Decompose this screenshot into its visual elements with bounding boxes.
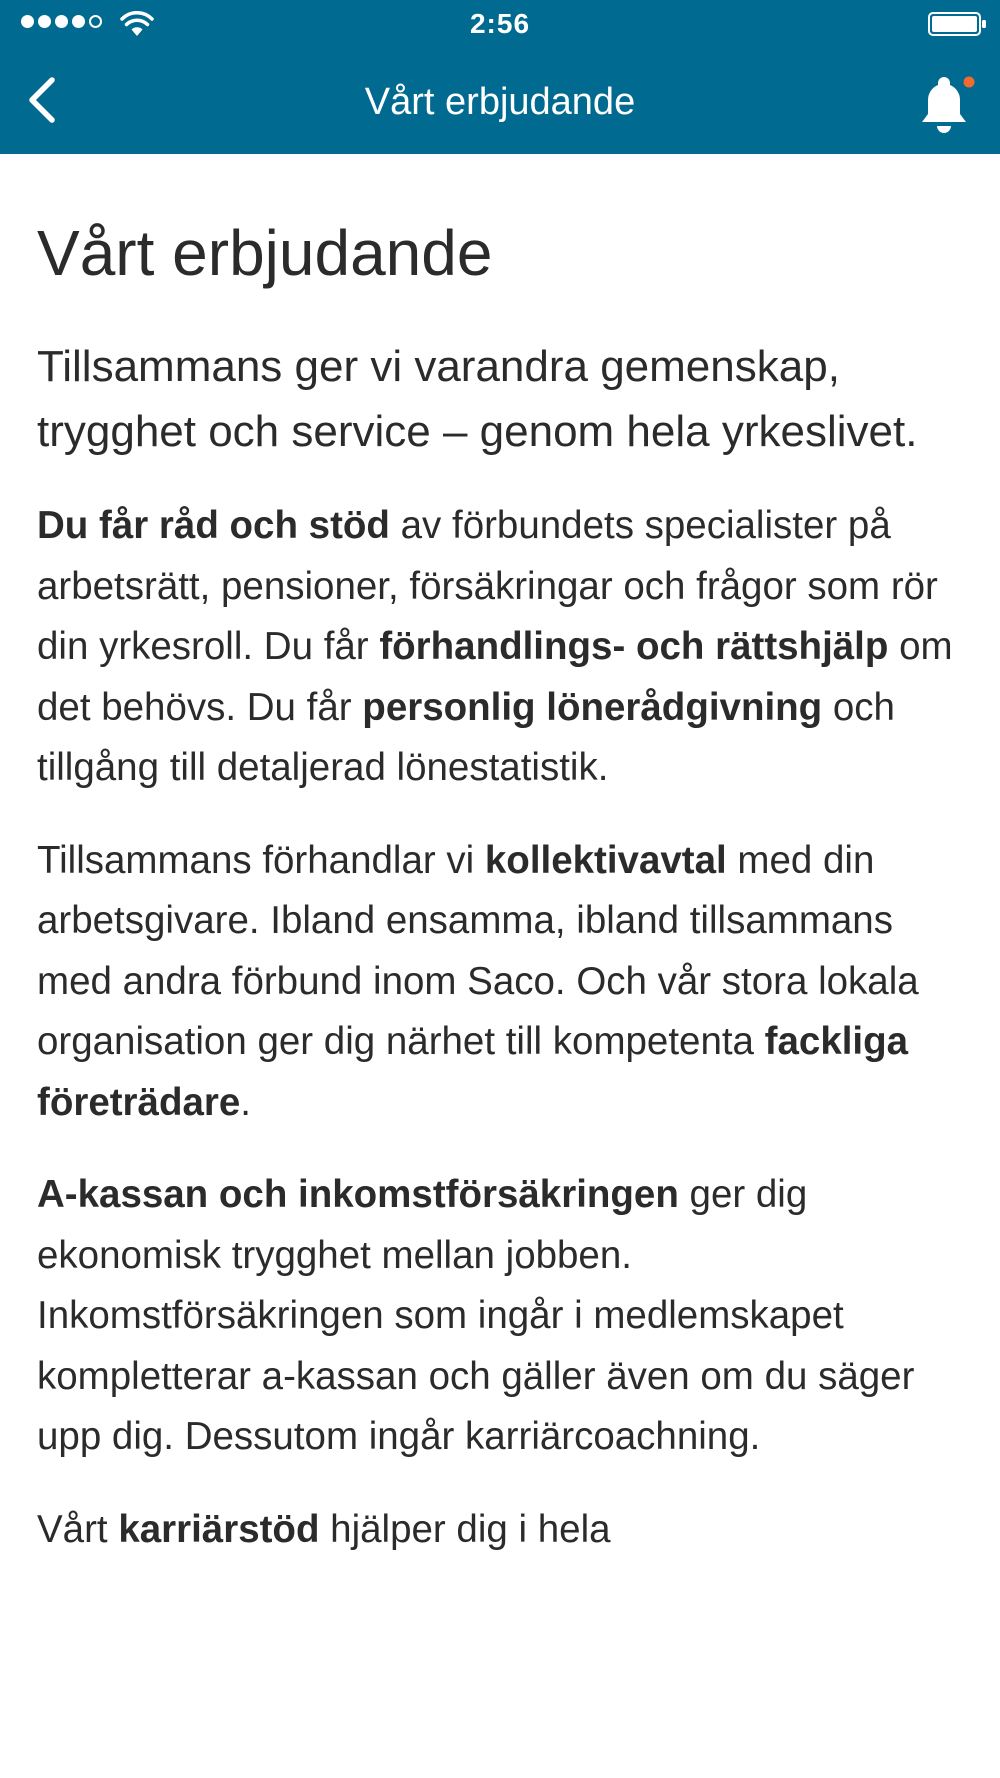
insurance-paragraph xyxy=(37,1165,967,1468)
body-text: om det behövs. Du får xyxy=(37,625,953,729)
body-text: Vårt xyxy=(37,1507,119,1551)
career-paragraph xyxy=(37,1500,967,1561)
advice-paragraph xyxy=(37,496,967,799)
status-bar xyxy=(0,0,1000,50)
body-text: ger dig ekonomisk trygghet mellan jobben. Inkomstförsäkringen som ingår i medlemskapet kompletterar a-kassan och gäller även om du säger upp dig. Dessutom ingår karriärcoachning. xyxy=(37,1173,915,1458)
bold-phrase: fackliga företrädare xyxy=(37,1020,909,1124)
bold-phrase: kollektivavtal xyxy=(484,838,727,882)
body-text: hjälper dig i hela xyxy=(319,1507,611,1551)
battery-icon xyxy=(928,11,988,37)
body-text: . xyxy=(240,1080,251,1124)
bold-phrase: förhandlings- och rättshjälp xyxy=(379,625,889,668)
body-text: av förbundets specialister på arbetsrätt, pensioner, försäkringar och frågor som rör din yrkesroll. Du får xyxy=(37,504,938,668)
nav-title: Vårt erbjudande xyxy=(364,81,636,123)
bold-phrase: karriärstöd xyxy=(118,1507,320,1551)
body-text: med din arbetsgivare. Ibland ensamma, ibland tillsammans med andra förbund inom Saco. Och vår stora lokala organisation ger dig närhet till kompetenta xyxy=(37,838,919,1063)
app-header xyxy=(0,0,1000,154)
body-text: och tillgång till detaljerad lönestatistik. xyxy=(37,685,895,789)
bold-phrase: A-kassan och inkomstförsäkringen xyxy=(37,1173,679,1216)
page-title: Vårt erbjudande xyxy=(37,217,493,289)
agreement-paragraph xyxy=(37,831,967,1134)
back-button[interactable] xyxy=(18,72,74,128)
bold-phrase: Du får råd och stöd xyxy=(37,504,390,547)
bell-icon xyxy=(912,74,976,138)
navigation-bar xyxy=(0,50,1000,154)
status-time: 2:56 xyxy=(469,8,531,39)
chevron-left-icon xyxy=(18,72,74,128)
body-text: Tillsammans förhandlar vi xyxy=(37,838,485,882)
intro-paragraph: Tillsammans ger vi varandra gemenskap, trygghet och service – genom hela yrkeslivet. xyxy=(37,342,918,456)
bold-phrase: personlig lönerådgivning xyxy=(362,685,823,729)
notifications-button[interactable] xyxy=(912,74,976,138)
page-content xyxy=(37,154,967,1560)
notification-badge xyxy=(964,77,975,88)
